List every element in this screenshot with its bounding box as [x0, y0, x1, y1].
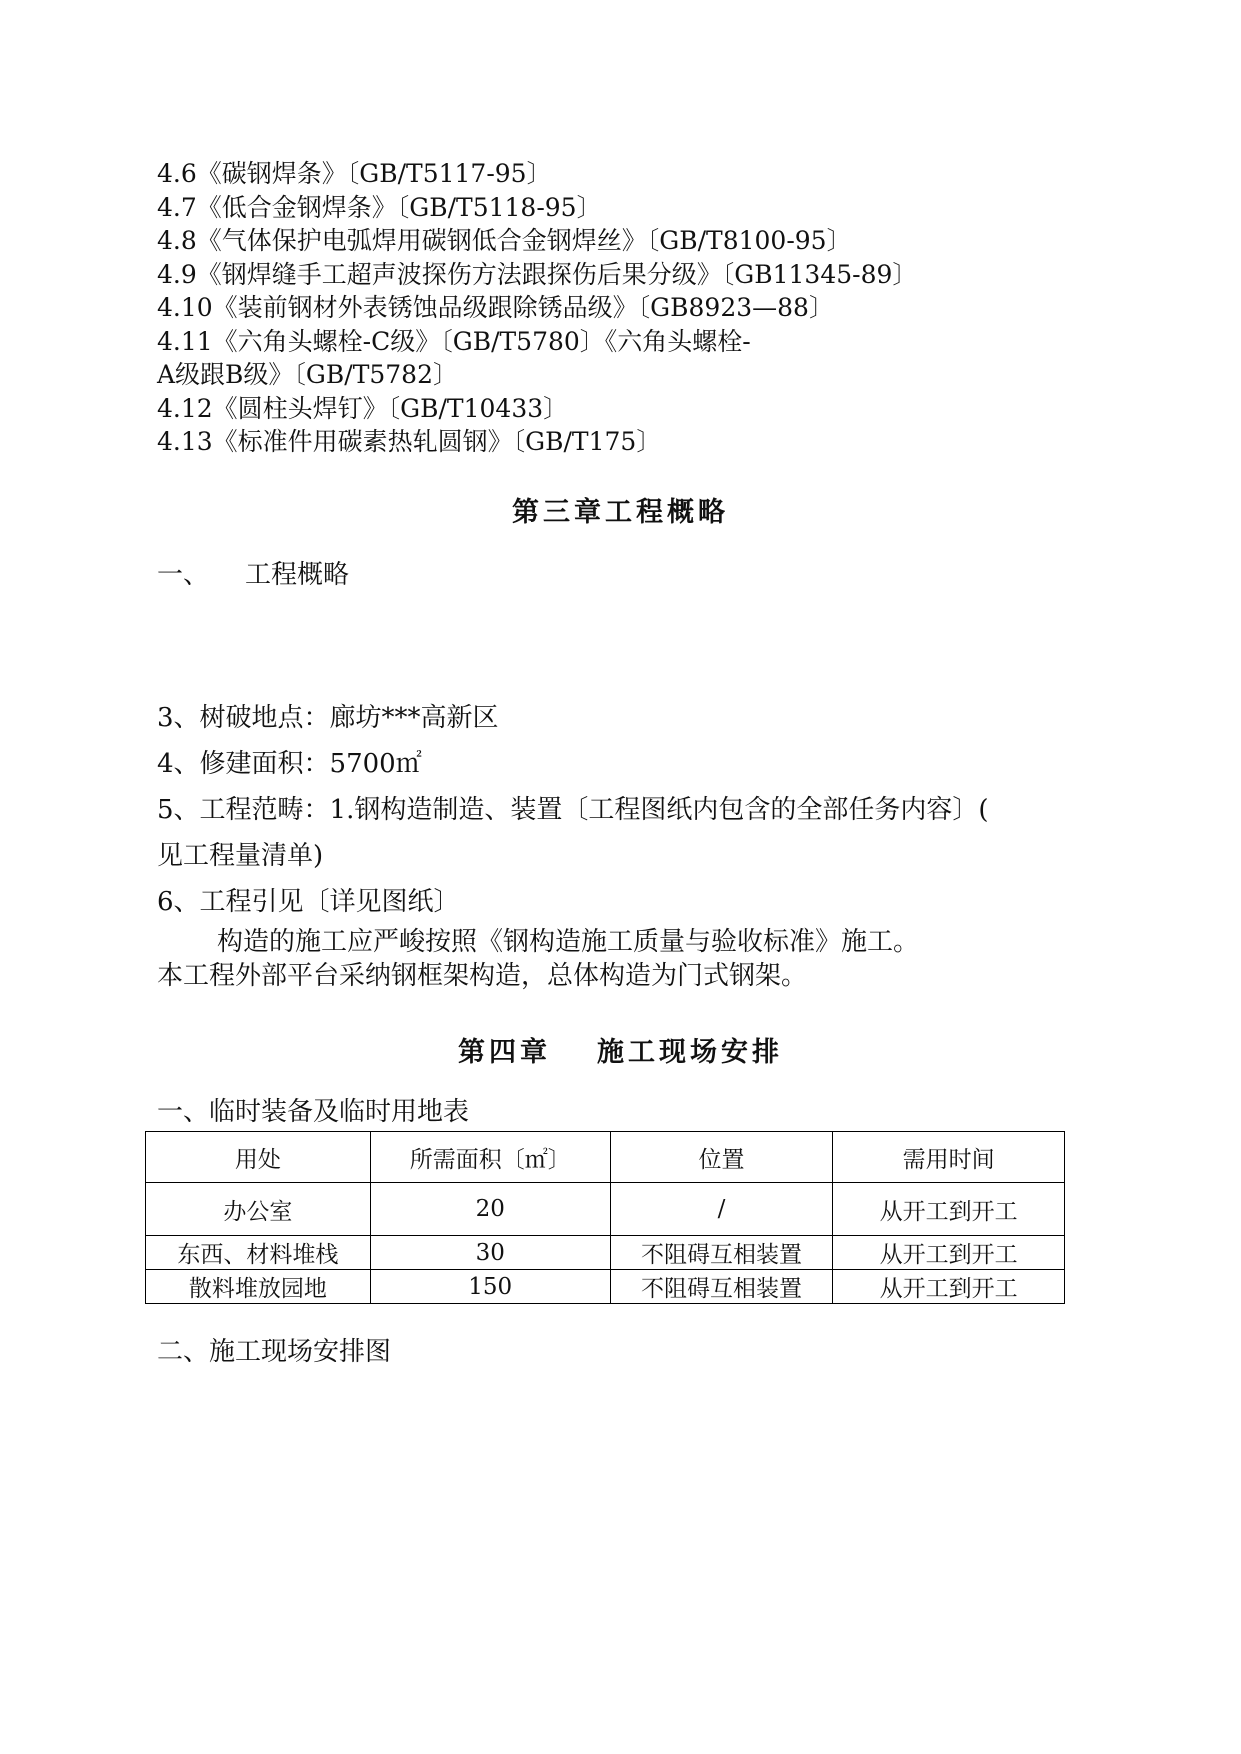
table-cell: 20 — [370, 1183, 610, 1236]
table-cell: 散料堆放园地 — [146, 1270, 371, 1304]
table-row — [146, 1236, 1065, 1270]
table-cell: 从开工到开工 — [833, 1183, 1065, 1236]
standard-item: 4.8《气体保护电弧焊用碳钢低合金钢焊丝》〔GB/T8100-95〕 — [157, 226, 852, 255]
info-line: 5、工程范畴：1.钢构造制造、装置〔工程图纸内包含的全部任务内容〕( — [157, 795, 989, 825]
section-overview-heading — [157, 558, 349, 592]
table-header-cell: 用处 — [146, 1132, 371, 1183]
standard-item: A级跟B级》〔GB/T5782〕 — [157, 360, 458, 389]
table-header-row — [146, 1132, 1065, 1183]
paragraph-line: 本工程外部平台采纳钢框架构造，总体构造为门式钢架。 — [157, 961, 808, 991]
table-cell: 东西、材料堆栈 — [146, 1236, 371, 1270]
info-line: 3、树破地点：廊坊***高新区 — [157, 703, 499, 733]
table-cell: 办公室 — [146, 1183, 371, 1236]
table-cell: 不阻碍互相装置 — [610, 1236, 833, 1270]
table-row — [146, 1270, 1065, 1304]
table-cell: 30 — [370, 1236, 610, 1270]
standard-item: 4.9《钢焊缝手工超声波探伤方法跟探伤后果分级》〔GB11345-89〕 — [157, 259, 918, 289]
paragraph-line: 构造的施工应严峻按照《钢构造施工质量与验收标准》施工。 — [217, 927, 920, 957]
table-header-cell: 位置 — [610, 1132, 833, 1183]
info-line: 6、工程引见〔详见图纸〕 — [157, 887, 460, 917]
table-header-cell: 所需面积〔㎡〕 — [370, 1132, 610, 1183]
standard-item: 4.12《圆柱头焊钉》〔GB/T10433〕 — [157, 393, 569, 423]
section-number: 一、 — [157, 560, 210, 590]
structure-paragraph — [157, 925, 1117, 993]
standard-item: 4.7《低合金钢焊条》〔GB/T5118-95〕 — [157, 192, 602, 222]
table-cell: 150 — [370, 1270, 610, 1304]
chapter4-title — [0, 1030, 1241, 1069]
chapter4-number: 第四章 — [458, 1037, 551, 1068]
section-title: 工程概略 — [245, 560, 350, 590]
info-line: 见工程量清单) — [157, 841, 324, 871]
temp-facilities-table — [145, 1131, 1065, 1304]
table-cell: 从开工到开工 — [833, 1270, 1065, 1304]
site-layout-heading: 二、施工现场安排图 — [157, 1337, 392, 1367]
project-info — [157, 695, 1117, 925]
table-header-cell: 需用时间 — [833, 1132, 1065, 1183]
table-cell: 不阻碍互相装置 — [610, 1270, 833, 1304]
standard-item: 4.6《碳钢焊条》〔GB/T5117-95〕 — [157, 159, 552, 188]
chapter4-name: 施工现场安排 — [597, 1037, 783, 1068]
table-row — [146, 1183, 1065, 1236]
standard-item: 4.11《六角头螺栓-C级》〔GB/T5780〕《六角头螺栓- — [157, 326, 751, 356]
table-cell: 从开工到开工 — [833, 1236, 1065, 1270]
chapter3-title: 第三章工程概略 — [512, 497, 729, 528]
standards-list — [157, 157, 1117, 459]
standard-item: 4.13《标准件用碳素热轧圆钢》〔GB/T175〕 — [157, 427, 662, 456]
temp-facilities-heading: 一、临时装备及临时用地表 — [157, 1097, 470, 1127]
table-cell: / — [610, 1183, 833, 1236]
standard-item: 4.10《装前钢材外表锈蚀品级跟除锈品级》〔GB8923—88〕 — [157, 293, 834, 322]
info-line: 4、修建面积：5700㎡ — [157, 749, 422, 779]
